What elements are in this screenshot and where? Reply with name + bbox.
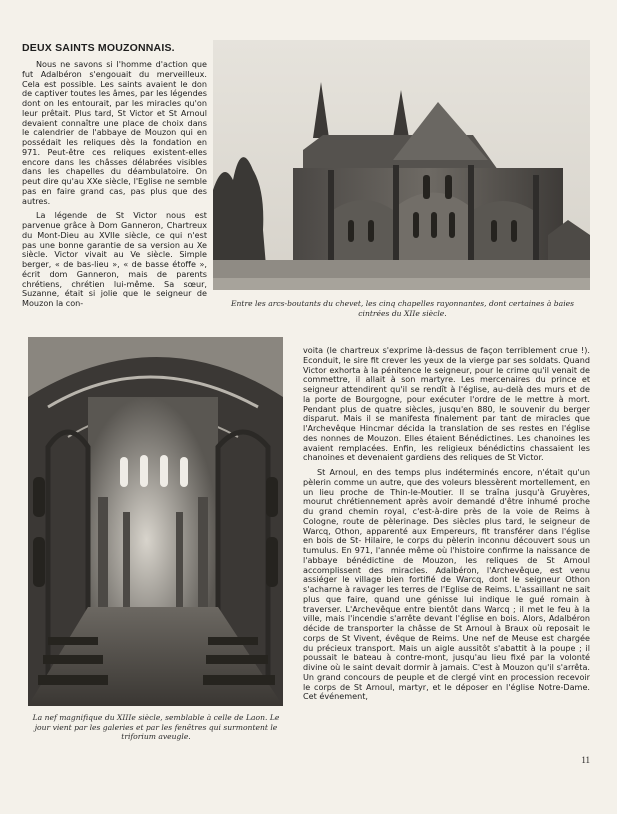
nave-interior-photo <box>28 337 283 706</box>
paragraph: voita (le chartreux s'exprime là-dessus de façon terriblement crue !). Econduit, le sire fit crever les yeux de la vierge par ses soldats. Quand Victor exhorta à la pénitence le seigneur, pour le crime qu'il venait de commettre, il allait à son martyre. Les mercenaires du prince et seigneur attendirent qu'il se rendît à l'église, au-delà des murs et de la porte de Bourgogne, pour exécuter l'ordre de le mettre à mort. Pendant plus de quatre siècles, jusqu'en 880, le souvenir du berger disparut. Mais il se manifesta finalement par tant de miracles que l'Archevêque Hincmar décida la translation de ses restes en l'église des nonnes de Mouzon. Elles étaient Bénédictines. Les chanoines les avaient remplacées. Enfin, les religieux bénédictins chassaient les chanoines et devenaient gardiens des reliques de St Victor. <box>303 345 590 463</box>
paragraph: Nous ne savons si l'homme d'action que fut Adalbéron s'engouait du merveilleux. Cela est possible. Les saints avaient le don de captiver toutes les âmes, par les légendes dont on les entourait, par les miracles qu'on leur prêtait. Plus tard, St Victor et St Arnoul devaient connaître une place de choix dans le calendrier de l'abbaye de Mouzon qui en possédait les reliques dès la fondation en 971. Peut-être ces reliques existent-elles encore dans les châsses délabrées visibles dans les chapelles du déambulatoire. On peut dire qu'au XXe siècle, l'Eglise ne semble pas en faire grand cas, pas plus que des autres. <box>22 59 207 206</box>
paragraph: La légende de St Victor nous est parvenue grâce à Dom Ganneron, Chartreux du Mont-Dieu au XVIIe siècle, ce qui n'est pas une bonne garantie de sa version au Xe siècle. Victor vivait au Ve siècle. Simple berger, « de bas-lieu », « de basse étoffe », écrit dom Ganneron, mais de parents chrétiens, chrétien lui-même. Sa sœur, Suzanne, était si jolie que le seigneur de Mouzon la con- <box>22 210 207 308</box>
right-column <box>303 346 590 702</box>
page-number: 11 <box>581 755 590 765</box>
article-title: DEUX SAINTS MOUZONNAIS. <box>22 42 175 54</box>
chevet-caption: Entre les arcs-boutants du chevet, les cinq chapelles rayonnantes, dont certaines à baies cintrées du XIIe siècle. <box>230 299 575 318</box>
paragraph: St Arnoul, en des temps plus indéterminés encore, n'était qu'un pèlerin comme un autre, que des voleurs blessèrent mortellement, en un lieu proche de Thin-le-Moutier. Il se traîna jusqu'à Gruyères, mourut chrétiennement après avoir demandé d'être inhumé proche du grand chemin royal, c'est-à-dire près de la voie de Reims à Cologne, route de pèlerinage. Des siècles plus tard, le seigneur de Warcq, Othon, apparenté aux Empereurs, fit transférer dans l'église en bois de St- Hilaire, le corps du pèlerin inconnu découvert sous un tumulus. En 971, l'année même où l'histoire confirme la naissance de l'abbaye bénédictine de Mouzon, les reliques de St Arnoul accomplissent des miracles. Adalbéron, l'Archevêque, est venu assiéger le village bien fortifié de Warcq, dont le seigneur Othon s'acharne à ravager les terres de l'Eglise de Reims. L'assaillant ne sait plus que faire, quand une génisse lui indique le gué romain à traverser. L'Archevêque entre bientôt dans Warcq ; il met le feu à la ville, mais l'incendie s'arrête devant l'église en bois. Alors, Adalbéron décide de transporter la châsse de St Arnoul à Braux où reposait le corps de St Vivent, évêque de Reims. Une nef de Meuse est chargée du précieux transport. Mais un aigle aussitôt s'abattit à la poupe ; il poussait le bateau à contre-mont, jusqu'au lieu fixé par la volonté divine où le saint devait dormir à jamais. C'est à Mouzon qu'il s'arrêta. Un grand concours de peuple et de clergé vint en procession recevoir le corps de St Arnoul, martyr, et le déposer en l'église Notre-Dame. Cet événement, <box>303 467 590 702</box>
church-chevet-photo <box>213 40 590 290</box>
nave-caption: La nef magnifique du XIIIe siècle, semblable à celle de Laon. Le jour vient par les galeries et par les fenêtres qui surmontent le triforium aveugle. <box>32 713 280 742</box>
left-column <box>22 60 207 309</box>
